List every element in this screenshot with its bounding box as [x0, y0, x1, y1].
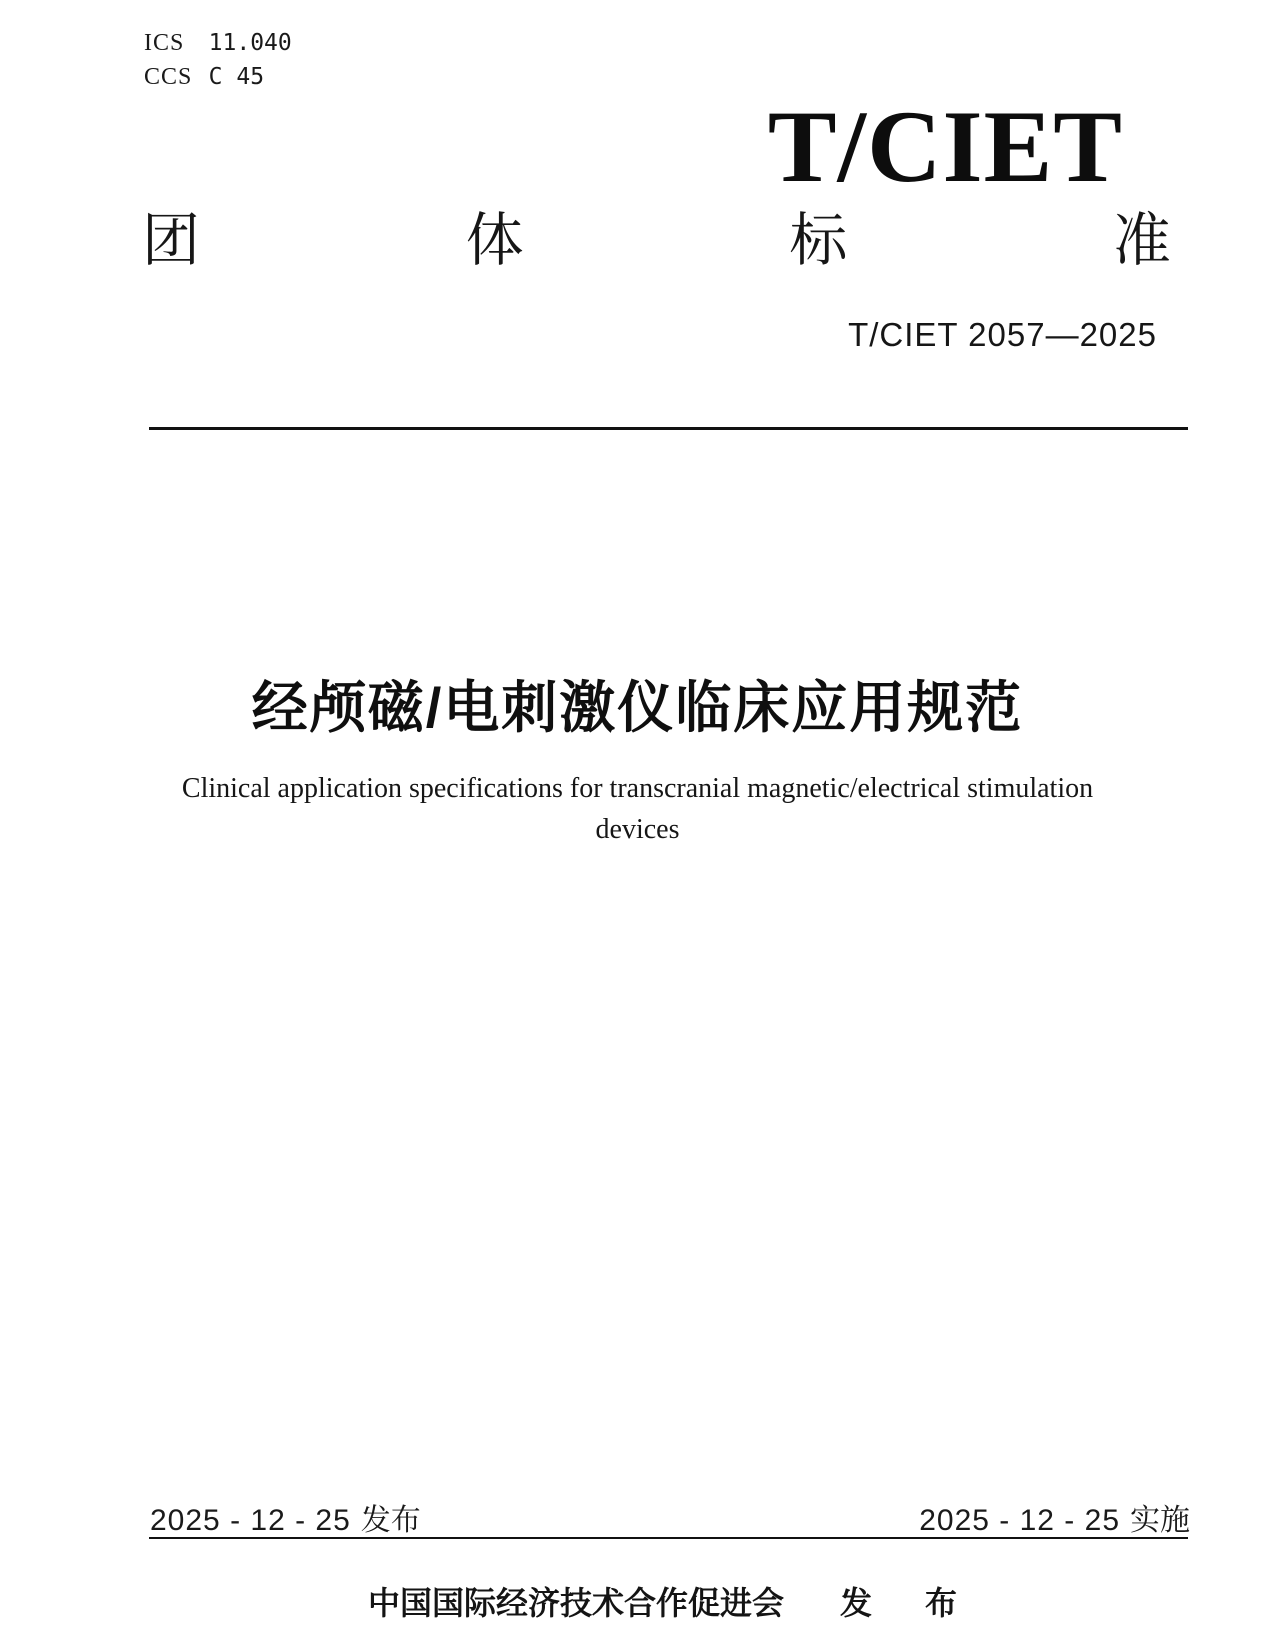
- publisher-line: [36, 1578, 1275, 1624]
- ccs-label: CCS: [144, 64, 193, 90]
- implement-date: 2025 - 12 - 25: [919, 1504, 1120, 1537]
- ccs-code: [144, 60, 292, 94]
- tciet-logo: T/CIET: [767, 90, 1123, 204]
- standard-type-char: 体: [465, 208, 524, 273]
- footer-divider-rule: [149, 1537, 1188, 1539]
- implement-label: 实施: [1130, 1504, 1190, 1537]
- standard-type-char: 标: [789, 208, 848, 273]
- publish-action-label: 发 布: [840, 1585, 979, 1621]
- implement-date-line: [919, 1495, 1190, 1539]
- ics-label: ICS: [144, 30, 185, 56]
- ccs-value: C 45: [208, 64, 265, 90]
- standard-type-char: 团: [142, 208, 201, 273]
- document-title-chinese: 经颅磁/电刺激仪临床应用规范: [251, 676, 1024, 739]
- header-divider-rule: [149, 427, 1188, 430]
- standard-type-char: 准: [1112, 208, 1171, 273]
- standard-number: T/CIET 2057—2025: [848, 316, 1157, 353]
- ics-code: [144, 26, 292, 60]
- issue-date: 2025 - 12 - 25: [150, 1504, 351, 1537]
- title-english-line1: Clinical application specifications for transcranial magnetic/electrical stimulation: [181, 773, 1094, 804]
- issue-label: 发布: [360, 1504, 421, 1537]
- publisher-name: 中国国际经济技术合作促进会: [368, 1585, 785, 1621]
- ics-value: 11.040: [208, 30, 292, 56]
- issue-date-line: [150, 1495, 421, 1539]
- title-english-line2: devices: [595, 814, 680, 845]
- classification-codes: [144, 26, 292, 94]
- document-title-english: [88, 768, 1187, 850]
- date-row: [150, 1495, 1190, 1539]
- standard-type-row: [142, 208, 1171, 275]
